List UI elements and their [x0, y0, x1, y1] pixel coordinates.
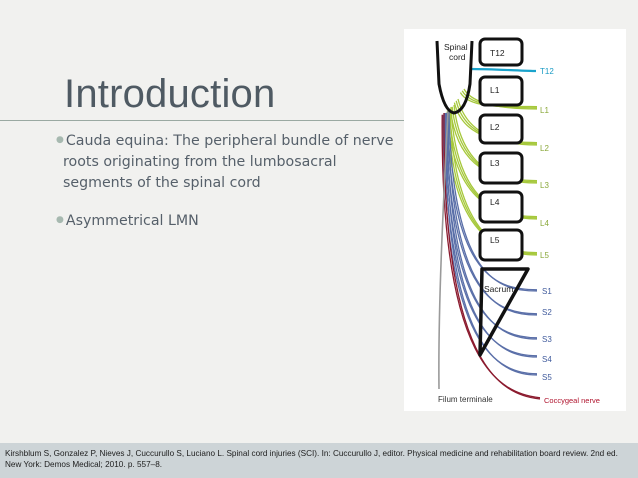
vertebra-body — [480, 115, 522, 143]
vertebra-label: L2 — [490, 122, 500, 132]
vertebra-label: L4 — [490, 197, 500, 207]
bullet-text: Asymmetrical LMN — [65, 213, 199, 229]
nerve-label: L2 — [540, 144, 549, 153]
title-divider — [0, 120, 404, 121]
vertebra-label: L5 — [490, 235, 500, 245]
nerve-root-t12 — [470, 69, 536, 71]
nerve-labels — [540, 67, 600, 405]
vertebra-label: L1 — [490, 85, 500, 95]
bullet-dot-icon: ● — [56, 215, 64, 225]
vertebra-l1 — [480, 77, 522, 105]
vertebra-l4 — [480, 192, 522, 222]
nerve-label: S1 — [542, 287, 552, 296]
nerve-label: S3 — [542, 335, 552, 344]
citation-footer: Kirshblum S, Gonzalez P, Nieves J, Cuccurullo S, Luciano L. Spinal cord injuries (SCI). In: Cuccurullo J, editor. Physical medicine and rehabilitation board review. 2nd ed. New York: Demos Medical; 2010. p. 557–8. — [0, 443, 638, 478]
bullet-item — [56, 210, 401, 232]
vertebra-label: T12 — [490, 48, 505, 58]
nerve-label: L5 — [540, 251, 549, 260]
vertebra-body — [480, 153, 522, 183]
vertebra-body — [480, 230, 522, 260]
bullet-dot-icon: ● — [56, 135, 64, 145]
nerve-label: T12 — [540, 67, 554, 76]
bullet-item — [56, 130, 401, 194]
vertebra-t12 — [480, 39, 522, 65]
spinal-cord-label: Spinal — [444, 42, 468, 52]
nerve-label: S4 — [542, 355, 552, 364]
bullet-list — [56, 130, 401, 248]
vertebra-l2 — [480, 115, 522, 143]
filum-terminale-label: Filum terminale — [438, 395, 493, 404]
nerve-label: L4 — [540, 219, 549, 228]
nerve-label: L3 — [540, 181, 549, 190]
vertebra-body — [480, 192, 522, 222]
nerve-label: S2 — [542, 308, 552, 317]
spinal-cord-label: cord — [449, 52, 466, 62]
vertebra-label: L3 — [490, 158, 500, 168]
nerve-label: S5 — [542, 373, 552, 382]
bullet-text: Cauda equina: The peripheral bundle of nerve roots originating from the lumbosacral segments of the spinal cord — [63, 133, 394, 191]
vertebra-l3 — [480, 153, 522, 183]
sacrum-label: Sacrum — [484, 284, 514, 294]
nerve-label: L1 — [540, 106, 549, 115]
vertebra-body — [480, 77, 522, 105]
cauda-equina-diagram — [404, 29, 626, 411]
vertebra-l5 — [480, 230, 522, 260]
nerve-label: Coccygeal nerve — [544, 396, 600, 405]
slide-title: Introduction — [64, 72, 276, 116]
diagram-svg — [404, 29, 626, 411]
